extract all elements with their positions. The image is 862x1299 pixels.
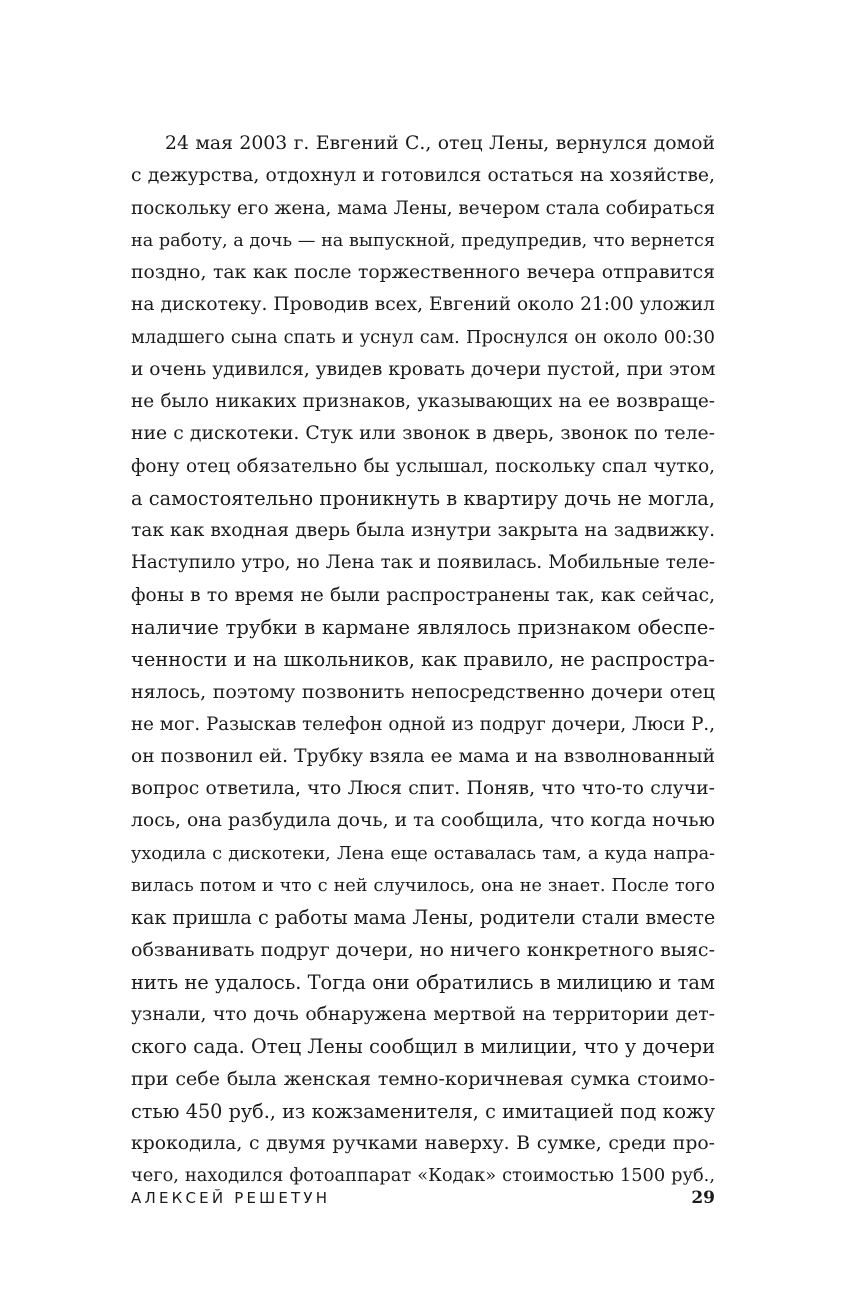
text-line: нялось, поэтому позвонить непосредственно дочери отец bbox=[131, 681, 715, 704]
running-head-author: АЛЕКСЕЙ РЕШЕТУН bbox=[131, 1189, 331, 1207]
text-line: фоны в то время не были распространены так, как сейчас, bbox=[131, 584, 715, 606]
text-line: и очень удивился, увидев кровать дочери пустой, при этом bbox=[131, 358, 715, 380]
page-footer bbox=[131, 1183, 715, 1213]
text-line: наличие трубки в кармане являлось признаком обеспе- bbox=[131, 615, 715, 639]
text-line: а самостоятельно проникнуть в квартиру дочь не могла, bbox=[131, 486, 715, 510]
text-line: он позвонил ей. Трубку взяла ее мама и на взволнованный bbox=[131, 745, 715, 767]
text-line: младшего сына спать и уснул сам. Проснулся он около 00:30 bbox=[131, 326, 715, 348]
text-line: стью 450 руб., из кожзаменителя, с имитацией под кожу bbox=[131, 1099, 715, 1123]
text-line: ченности и на школьников, как правило, не распростра- bbox=[131, 648, 715, 671]
text-line: вопрос ответила, что Люся спит. Поняв, что что-то случи- bbox=[131, 778, 715, 799]
text-line: не мог. Разыскав телефон одной из подруг дочери, Люси Р., bbox=[131, 713, 715, 735]
text-line: узнали, что дочь обнаружена мертвой на территории дет- bbox=[131, 1003, 715, 1025]
text-line: поскольку его жена, мама Лены, вечером стала собираться bbox=[131, 197, 715, 219]
text-line: на работу, а дочь — на выпускной, предупредив, что вернется bbox=[131, 230, 715, 251]
text-line: как пришла с работы мама Лены, родители стали вместе bbox=[131, 906, 715, 929]
body-text bbox=[131, 128, 715, 1192]
text-line: лось, она разбудила дочь, и та сообщила, что когда ночью bbox=[131, 810, 715, 832]
text-line: ние с дискотеки. Стук или звонок в дверь, звонок по теле- bbox=[131, 423, 715, 445]
text-line: чего, находился фотоаппарат «Кодак» стоимостью 1500 руб., bbox=[131, 1165, 715, 1186]
text-line: уходила с дискотеки, Лена еще оставалась там, а куда напра- bbox=[131, 843, 715, 864]
page-number: 29 bbox=[691, 1188, 715, 1208]
text-line: вилась потом и что с ней случилось, она не знает. После того bbox=[131, 875, 715, 896]
text-line: при себе была женская темно-коричневая сумка стоимо- bbox=[131, 1068, 715, 1091]
text-line: поздно, так как после торжественного вечера отправится bbox=[131, 262, 715, 283]
text-line: нить не удалось. Тогда они обратились в милицию и там bbox=[131, 970, 715, 994]
text-line: крокодила, с двумя ручками наверху. В сумке, среди про- bbox=[131, 1132, 715, 1154]
text-line: не было никаких признаков, указывающих на ее возвраще- bbox=[131, 391, 715, 412]
text-line: фону отец обязательно бы услышал, поскольку спал чутко, bbox=[131, 455, 715, 477]
text-line: на дискотеку. Проводив всех, Евгений около 21:00 уложил bbox=[131, 294, 715, 316]
text-line: обзванивать подруг дочери, но ничего конкретного выяс- bbox=[131, 939, 715, 962]
text-line: ского сада. Отец Лены сообщил в милиции, что у дочери bbox=[131, 1035, 715, 1058]
text-line: 24 мая 2003 г. Евгений С., отец Лены, вернулся домой bbox=[165, 133, 715, 154]
text-line: так как входная дверь была изнутри закрыта на задвижку. bbox=[131, 520, 715, 541]
text-line: с дежурства, отдохнул и готовился остаться на хозяйстве, bbox=[131, 165, 715, 187]
text-line: Наступило утро, но Лена так и появилась. Мобильные теле- bbox=[131, 552, 715, 574]
